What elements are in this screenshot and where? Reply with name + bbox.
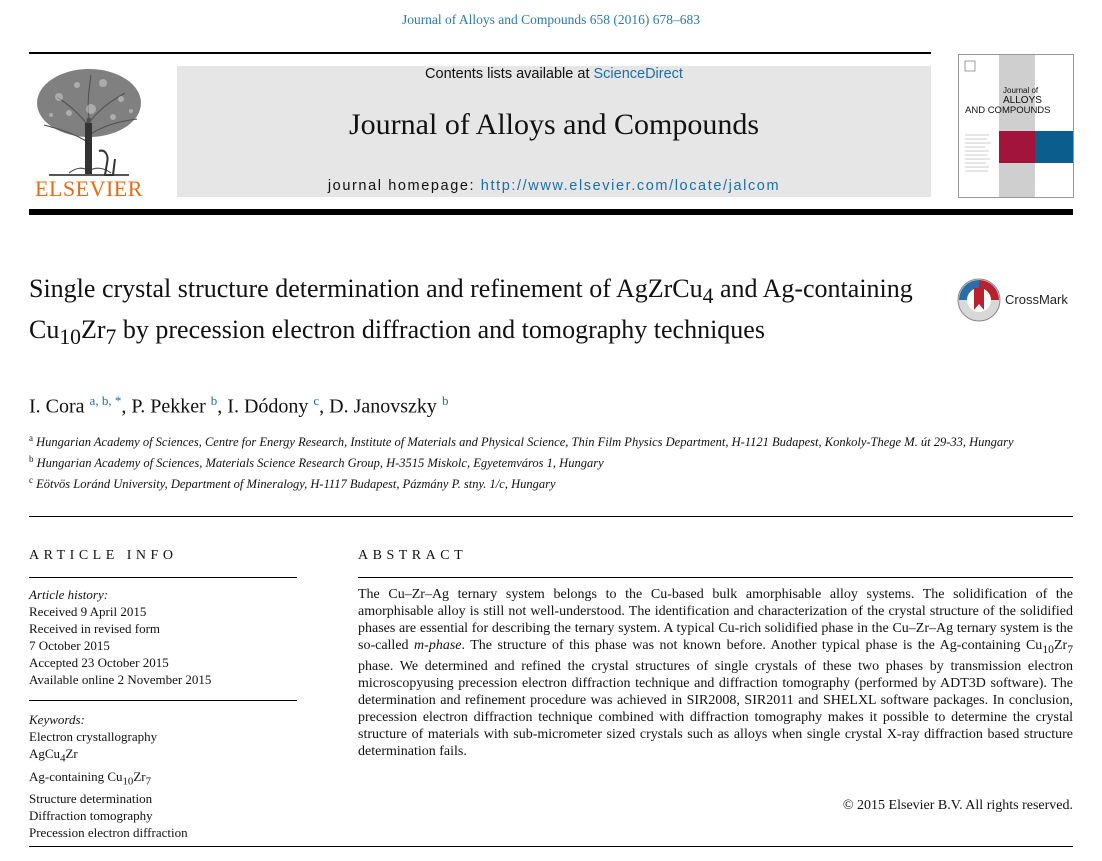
affiliation-text: Eötvös Loránd University, Department of Mineralogy, H-1117 Budapest, Pázmány P. stny. 1/c, Hungary [33,477,556,492]
title-sub3: 7 [105,325,117,350]
author-separator: , [319,395,330,418]
history-entry: Received 9 April 2015 [29,604,147,619]
keyword: Diffraction tomography [29,808,153,824]
keyword [29,745,188,768]
history-entry: 7 October 2015 [29,638,110,653]
contents-line [177,66,931,82]
affiliation-mark: c [29,475,33,486]
journal-citation[interactable]: Journal of Alloys and Compounds 658 (2016) 678–683 [401,12,701,27]
keyword-part: Ag-containing Cu [29,768,123,784]
keyword-part: Zr [65,746,78,761]
article-info-rule [29,577,297,578]
title-part2: and Ag-containing Cu [29,274,913,345]
affiliation-mark: b [29,454,34,465]
author-list [29,393,448,419]
article-info-heading: ARTICLE INFO [29,548,178,563]
keyword: Structure determination [29,791,153,807]
footer-rule [29,846,1073,847]
keyword-part: AgCu [29,746,61,761]
author-affil-marks[interactable]: b [441,393,449,408]
keywords-label: Keywords: [29,712,85,727]
author-affil-marks[interactable]: a, b, * [89,393,122,408]
article-title [29,272,939,354]
affiliation [29,451,1029,472]
homepage-line [177,178,931,194]
title-sub1: 4 [702,284,714,309]
journal-banner [177,66,931,197]
author-name[interactable]: D. Janovszky [329,395,442,418]
cover-art [959,55,1073,197]
keyword-sub: 4 [60,752,66,765]
title-part4: by precession electron diffraction and tomography techniques [116,315,765,345]
history-entry: Available online 2 November 2015 [29,672,212,687]
cover-line2: ALLOYS [1003,95,1042,106]
keyword [29,768,188,791]
affiliation-text: Hungarian Academy of Sciences, Centre for Energy Research, Institute of Materials and Physical Science, Thin Film Physics Department, H-1121 Budapest, Konkoly-Thege M. út 29-33, Hungary [33,435,1014,450]
article-history [29,586,211,688]
author-separator: , [121,395,132,418]
keywords [29,711,188,841]
affiliation-text: Hungarian Academy of Sciences, Materials Science Research Group, H-3515 Miskolc, Egyetemváros 1, Hungary [33,456,604,471]
journal-title: Journal of Alloys and Compounds [349,108,759,141]
cover-line3: AND COMPOUNDS [965,105,1051,116]
abstract-sub: 10 [1042,642,1054,656]
cover-line1: Journal of [1003,86,1039,95]
history-entry: Accepted 23 October 2015 [29,655,169,670]
crossmark-icon[interactable] [956,277,1002,323]
copyright: © 2015 Elsevier B.V. All rights reserved. [842,798,1073,813]
abstract-italic: m-phase [414,638,462,653]
title-sub2: 10 [59,325,81,350]
keywords-rule [29,700,297,701]
title-part1: Single crystal structure determination and refinement of AgZrCu [29,274,703,303]
sciencedirect-link[interactable]: ScienceDirect [593,66,683,82]
keyword: Electron crystallography [29,729,158,744]
title-part3: Zr [81,315,106,345]
homepage-link[interactable]: http://www.elsevier.com/locate/jalcom [480,178,781,194]
crossmark-label[interactable]: CrossMark [1005,292,1068,307]
keyword-part: Zr [133,768,146,784]
author-affil-marks[interactable]: c [313,393,320,408]
history-label: Article history: [29,587,109,602]
abstract-text [358,586,1073,760]
abstract-part: The Cu–Zr–Ag ternary system belongs to the Cu-based bulk amorphisable alloy systems. The solidification of the amorphisable alloy is still not well-understood. The identification and characterization of the crystal structure of the solidified phases are essential for describing the ternary system. A typical Cu-rich solidified phase in the Cu–Zr–Ag ternary system is the so-called [358,587,1073,653]
affiliation [29,472,1029,493]
section-rule [29,516,1073,517]
abstract-part: Zr [1053,638,1068,653]
journal-cover[interactable] [958,54,1074,198]
history-entry: Received in revised form [29,621,161,636]
affiliation [29,430,1029,451]
keyword: Precession electron diffraction [29,825,188,841]
abstract-part: . The structure of this phase was not known before. Another typical phase is the Ag-containing Cu [461,638,1043,653]
affiliation-mark: a [29,433,33,443]
keyword-sub: 10 [122,775,134,788]
elsevier-wordmark: ELSEVIER [35,176,143,201]
author-name[interactable]: I. Cora [29,395,90,418]
keyword-sub: 7 [145,775,152,788]
author-name[interactable]: I. Dódony [227,395,314,418]
header-thick-rule [29,209,1073,215]
author-affil-marks[interactable]: b [210,393,218,408]
author-separator: , [217,395,228,418]
affiliations [29,430,1029,493]
abstract-sub: 7 [1067,642,1074,656]
abstract-rule [358,577,1073,578]
abstract-heading: ABSTRACT [358,548,468,563]
header-rule [29,52,931,54]
abstract-part: phase. We determined and refined the crystal structures of single crystals of these two phases by transmission electron microscopyusing precession electron diffraction technique and diffraction tomography (performed by ADT3D software). The determination and refinement procedure was achieved in SIR2008, SIR2011 and SHELXL software packages. In conclusion, precession electron diffraction technique combined with diffraction tomography makes it possible to determine the crystal structure of materials with sub-micrometer sized crystals such as alloys when single crystal X-ray diffraction based structure determination fails. [358,658,1073,759]
contents-prefix: Contents lists available at [425,66,594,82]
author-name[interactable]: P. Pekker [131,395,211,418]
homepage-prefix: journal homepage: [327,178,481,194]
